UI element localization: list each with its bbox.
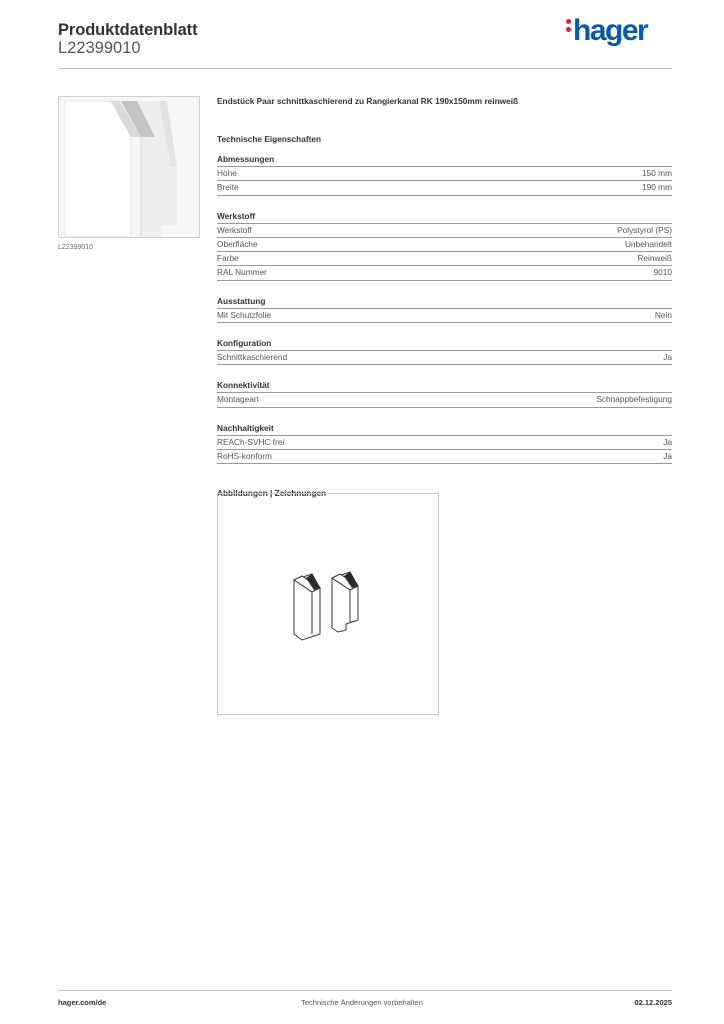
doc-title: Produktdatenblatt — [58, 21, 198, 39]
spec-row — [217, 309, 672, 323]
spec-value: Polystyrol (PS) — [617, 224, 672, 235]
spec-value: Ja — [663, 352, 672, 363]
spec-value: 9010 — [653, 267, 672, 278]
drawings-title: Abbildungen | Zeichnungen — [217, 488, 327, 499]
spec-group-material — [217, 211, 672, 281]
spec-row — [217, 238, 672, 252]
section-title: Technische Eigenschaften — [217, 134, 322, 144]
spec-group-equipment — [217, 296, 672, 323]
spec-label: RoHS-konform — [217, 450, 272, 461]
spec-label: RAL Nummer — [217, 267, 267, 278]
spec-label: Montageart — [217, 394, 259, 405]
group-title: Nachhaltigkeit — [217, 423, 672, 436]
product-name: Endstück Paar schnittkaschierend zu Rangierkanal RK 190x150mm reinweiß — [217, 96, 519, 106]
spec-row — [217, 181, 672, 195]
footer-date: 02.12.2025 — [634, 998, 672, 1007]
group-title: Abmessungen — [217, 154, 672, 167]
spec-label: Mit Schutzfolie — [217, 309, 271, 320]
spec-group-connectivity — [217, 380, 672, 407]
spec-group-sustainability — [217, 423, 672, 465]
product-image-caption: L22399010 — [58, 244, 94, 251]
group-title: Werkstoff — [217, 211, 672, 224]
group-title: Konfiguration — [217, 338, 672, 351]
doc-code: L22399010 — [58, 39, 141, 57]
group-title: Konnektivität — [217, 380, 672, 393]
spec-value: Reinweiß — [637, 253, 672, 264]
end-piece-photo-icon — [59, 97, 199, 237]
spec-value: 150 mm — [642, 168, 672, 178]
spec-row — [217, 167, 672, 181]
footer-notice: Technische Änderungen vorbehalten — [301, 998, 423, 1007]
spec-row — [217, 351, 672, 365]
spec-row — [217, 436, 672, 450]
spec-group-dimensions — [217, 154, 672, 196]
footer-divider — [58, 990, 672, 991]
header-divider — [58, 68, 672, 69]
spec-value: Ja — [663, 436, 672, 447]
spec-row — [217, 450, 672, 464]
spec-label: Farbe — [217, 253, 239, 264]
spec-row — [217, 224, 672, 238]
spec-value: Schnappbefestigung — [596, 394, 672, 405]
group-title: Ausstattung — [217, 296, 672, 309]
spec-content — [217, 96, 672, 498]
logo-colon-icon — [566, 16, 572, 35]
spec-label: REACh-SVHC frei — [217, 436, 285, 447]
spec-value: Ja — [663, 450, 672, 461]
spec-row — [217, 393, 672, 407]
spec-row — [217, 252, 672, 266]
spec-label: Breite — [217, 182, 239, 193]
product-image — [58, 96, 200, 238]
spec-value: 190 mm — [642, 182, 672, 193]
spec-row — [217, 266, 672, 280]
spec-label: Höhe — [217, 168, 237, 178]
spec-value: Nein — [654, 309, 672, 320]
spec-label: Oberfläche — [217, 238, 258, 249]
footer-website-link[interactable]: hager.com/de — [58, 998, 107, 1007]
spec-label: Schnittkaschierend — [217, 352, 288, 363]
drawing-frame — [217, 493, 439, 715]
spec-value: Unbehandelt — [624, 238, 672, 249]
spec-label: Werkstoff — [217, 224, 252, 235]
logo-text: hager — [573, 14, 648, 47]
hager-logo[interactable] — [566, 14, 647, 48]
spec-group-configuration — [217, 338, 672, 365]
end-piece-drawing-icon — [218, 494, 438, 714]
